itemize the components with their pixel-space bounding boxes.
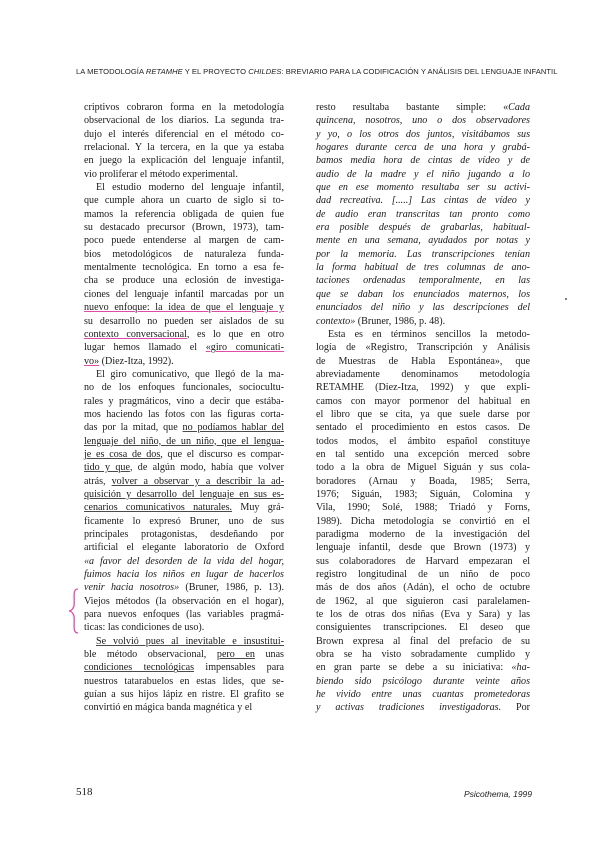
header-suffix: : BREVIARIO PARA LA CODIFICACIÓN Y ANÁLISIS DEL LENGUAJE INFANTIL [281, 67, 558, 76]
left-text-line: ciones del lenguaje infantil marcadas por un [84, 288, 284, 300]
left-text-line: El estudio moderno del lenguaje infantil, [96, 182, 284, 194]
left-text-line: mamos la referencia obligada de quien fue [84, 208, 284, 220]
right-column [316, 101, 530, 715]
left-text-line: principales protagonistas, desdeñando por [84, 529, 284, 540]
left-text-line: dujo el interés diferencial en el método co- [84, 128, 284, 140]
left-text-line: para nuevos enfoques (las variables pragmá- [84, 609, 284, 621]
right-text-line: registro longitudinal de un niño de poco [316, 569, 530, 581]
header-middle: Y EL PROYECTO [182, 67, 249, 76]
curly-brace-annotation [68, 588, 80, 634]
right-text-line: más de dos años (Adán), el ocho de octubre [316, 582, 530, 594]
right-text-line: que en ese momento resultaba ser su activi- [316, 182, 530, 194]
right-text-line: Vila, 1990; Solé, 1988; Triadó y Forns, [316, 502, 530, 514]
right-text-line: y activas tradiciones investigadoras. Por [316, 702, 530, 714]
left-text-line: nuevo enfoque: la idea de que el lenguaje y [84, 302, 284, 314]
right-text-line: consiguientes transcripciones. El deseo que [316, 622, 530, 634]
left-column [84, 101, 284, 715]
left-text-line: venir hacia nosotros» (Bruner, 1986, p. 13). [84, 582, 284, 594]
right-text-line: de 1962, al que siguieron casi paralelamen- [316, 595, 530, 607]
left-text-line: Viejos métodos (la observación en el hogar), [84, 595, 284, 607]
left-text-line: convirtió en mágica banda magnética y el [84, 702, 253, 714]
right-text-line: contexto» (Bruner, 1986, p. 48). [316, 315, 446, 327]
left-text-line: en juego la explicación del lenguaje infantil, [84, 155, 284, 167]
margin-mark [565, 298, 567, 300]
left-text-line: fuimos hacia los niños en lugar de hacerlos [84, 569, 284, 581]
right-text-line: audio de la madre y el niño jugando a lo [316, 168, 530, 180]
right-text-line: te los de otras dos niñas (Eva y Sara) y las [316, 609, 530, 621]
right-text-line: enunciados del niño y las descripciones del [316, 302, 530, 314]
left-text-line: lenguaje del niño, de un niño, que el lengua- [84, 435, 284, 447]
left-text-line: atrás, volver a observar y a describir la ad- [84, 475, 284, 487]
right-text-line: dad recreativa. [.....] Las cintas de vídeo y [316, 195, 530, 207]
left-text-line: poco puede entenderse al margen de cam- [84, 235, 284, 247]
running-header [76, 67, 558, 76]
left-text-line: ficamente lo expresó Bruner, uno de sus [84, 515, 284, 527]
right-text-line: era posible después de grabarlas, habitual- [316, 222, 530, 234]
right-text-line: 1989). Dicha metodología se convirtió en el [316, 515, 530, 527]
left-text-line: rales y pragmáticos, vino a decir que estába- [84, 395, 284, 407]
page-number: 518 [76, 786, 93, 798]
right-text-line: de audio eran transcritas tan pronto como [316, 208, 530, 220]
left-text-line: guían a sus hijos lápiz en ristre. El grafito se [84, 689, 284, 701]
left-text-line: nuestros tatarabuelos en estas lides, que se- [84, 675, 284, 687]
left-text-line: vo» (Diez-Itza, 1992). [84, 355, 174, 367]
left-text-line: Se volvió pues al inevitable e insustitui- [96, 635, 284, 647]
header-name-childes: CHILDES [248, 67, 282, 76]
right-text-line: bamos media hora de cintas de vídeo y de [316, 155, 530, 167]
right-text-line: 1976; Siguán, 1983; Siguán, Colomina y [316, 488, 530, 500]
right-text-line: sus colaboradores de Harvard empezaran el [316, 555, 530, 567]
right-text-line: boradores (Arnau y Boada, 1985; Serra, [316, 475, 530, 487]
right-text-line: RETAMHE (Diez-Itza, 1992) y que expli- [316, 382, 530, 394]
left-text-line: ble método observacional, pero en unas [84, 649, 284, 661]
right-text-line: sentado el procedimiento en estos casos. De [316, 422, 530, 434]
right-text-line: lenguaje infantil, desde que Brown (1973) y [316, 542, 530, 554]
right-text-line: Brown expresa al final del prefacio de su [316, 635, 530, 647]
right-text-line: mente en una semana, ayudados por notas y [316, 235, 530, 247]
left-text-line: vio proliferar el método experimental. [84, 168, 238, 180]
left-text-line: lugar hemos llamado el «giro comunicati- [84, 342, 284, 354]
left-text-line: El giro comunicativo, que llegó de la ma- [96, 368, 284, 380]
left-text-line: su desarrollo no pueden ser aislados de su [84, 315, 284, 327]
right-text-line: obra se ha visto sobradamente cumplido y [316, 649, 530, 661]
left-text-line: condiciones tecnológicas impensables para [84, 662, 285, 674]
right-text-line: el libro que se cita, ya que suele darse por [316, 408, 530, 420]
left-text-line: bios metodológicos de naturaleza funda- [84, 248, 284, 260]
left-text-line: que cumple ahora un cuarto de siglo si to- [84, 195, 284, 207]
left-text-line: ticas: las condiciones de uso). [84, 622, 205, 634]
right-text-line: abreviadamente denominamos metodología [316, 368, 530, 380]
right-text-line: logía de «Registro, Transcripción y Análisis [316, 342, 530, 354]
left-text-line: observacional de los diarios. La segunda tra- [84, 115, 284, 127]
right-text-line: la forma habitual de tres columnas de ano- [316, 262, 530, 274]
left-text-line: artificial el elegante laboratorio de Oxford [84, 542, 284, 554]
header-name-retamhe: RETAMHE [145, 67, 183, 76]
right-text-line: de Muestras de Habla Espontánea», que [316, 355, 530, 367]
left-text-line: tido y que, de algún modo, había que volver [84, 462, 284, 474]
right-text-line: Esta es en términos sencillos la metodo- [328, 328, 530, 340]
right-text-line: y yo, o los otros dos juntos, visitábamos sus [316, 128, 530, 140]
right-text-line: taciones ordenadas temporalmente, en las [316, 275, 530, 287]
left-text-line: criptivos cobraron forma en la metodología [84, 102, 284, 113]
left-text-line: «a favor del desorden de la vida del hogar, [84, 555, 284, 567]
right-text-line: todo a la obra de Miguel Siguán y sus cola- [316, 462, 530, 474]
right-text-line: biendo sido psicólogo durante veinte años [316, 675, 530, 687]
left-text-line: mentalmente tecnológica. En torno a esa fe- [84, 262, 284, 274]
left-text-line: su destacado precursor (Brown, 1973), tam- [84, 222, 284, 234]
left-text-line: no de los enfoques funcionales, sociocultu- [84, 382, 284, 394]
right-text-line: en tal sentido una excepción merced sobre [316, 448, 530, 460]
right-text-line: por la memoria. Las transcripciones tenían [316, 248, 530, 260]
left-text-line: contexto conversacional, es lo que en otro [84, 328, 284, 340]
journal-footer: Psicothema, 1999 [463, 789, 532, 799]
right-text-line: todos modos, el ámbito español constituye [316, 435, 530, 447]
right-text-line: en gran parte se debe a su iniciativa: «ha- [316, 662, 530, 674]
right-text-line: he vivido entre unas cuantas prometedoras [316, 689, 530, 701]
right-text-line: hogares durante cerca de una hora y grabá- [316, 142, 530, 154]
right-text-line: quincena, nosotros, uno o dos observadores [316, 115, 530, 127]
header-prefix: LA METODOLOGÍA [76, 67, 146, 76]
left-text-line: rrelacional. Y la tercera, en la que ya estaba [84, 142, 284, 154]
right-text-line: camos con mayor pormenor del habitual en [316, 395, 530, 407]
right-text-line: resto resultaba bastante simple: «Cada [316, 102, 530, 113]
left-text-line: je es cosa de dos, que el discurso es compar- [84, 448, 284, 460]
left-text-line: quisición y desarrollo del lenguaje en sus es- [84, 488, 284, 500]
left-text-line: mos haciendo las fotos con las figuras corta- [84, 408, 284, 420]
left-text-line: cenarios comunicativos naturales. Muy grá- [84, 502, 284, 514]
right-text-line: que se daban los enunciados maternos, los [316, 288, 530, 300]
right-text-line: paradigma moderno de la investigación del [316, 529, 530, 540]
left-text-line: cha se produce una eclosión de investiga- [84, 275, 284, 287]
left-text-line: das por la mitad, que no podíamos hablar del [84, 422, 284, 434]
